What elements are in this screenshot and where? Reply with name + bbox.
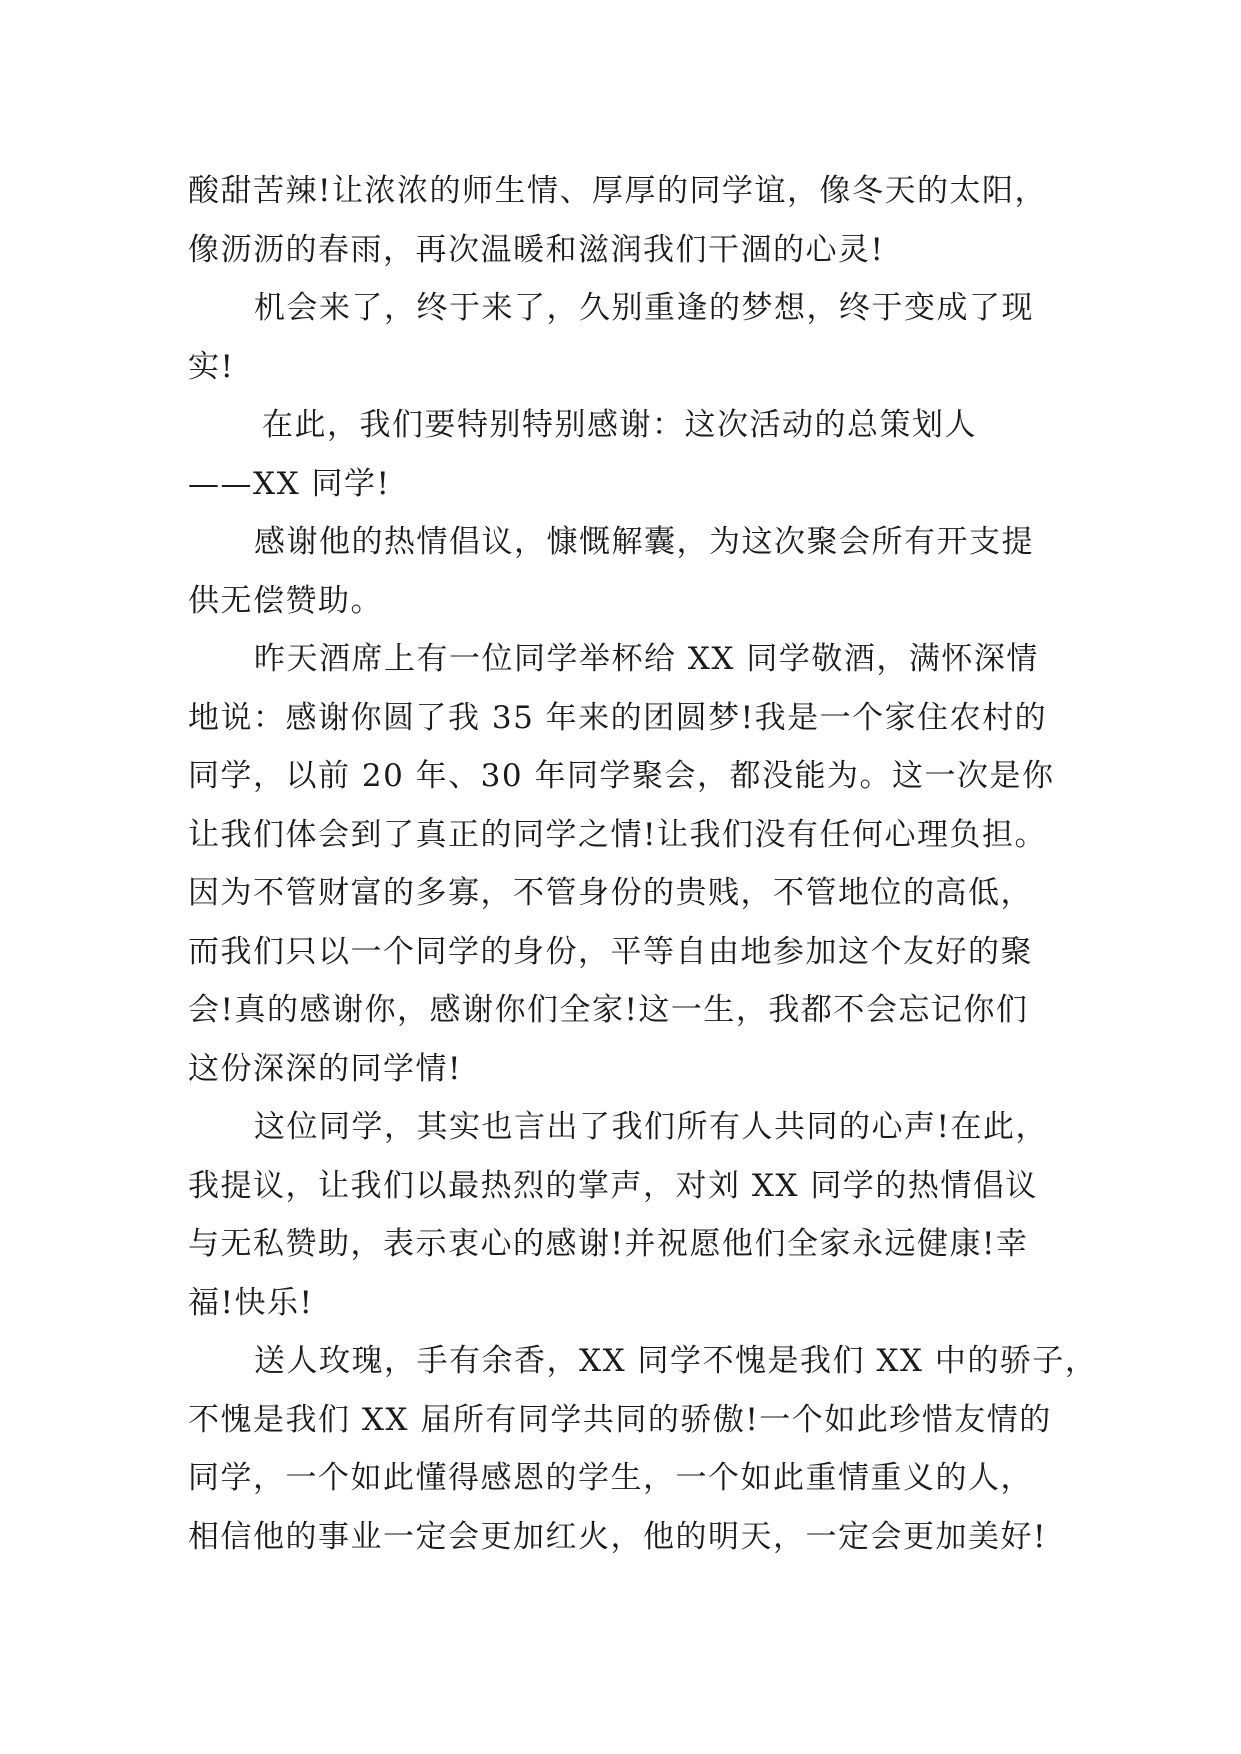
text-line: 同学，一个如此懂得感恩的学生，一个如此重情重义的人， — [188, 1460, 1033, 1496]
text-line: 因为不管财富的多寡，不管身份的贵贱，不管地位的高低， — [188, 875, 1033, 911]
text-line: 实! — [188, 348, 235, 385]
text-line: 不愧是我们 XX 届所有同学共同的骄傲!一个如此珍惜友情的 — [188, 1401, 1052, 1438]
paragraph-start-line: 在此，我们要特别特别感谢：这次活动的总策划人 — [262, 407, 977, 443]
text-line: ——XX 同学! — [188, 465, 391, 502]
paragraph-start-line: 感谢他的热情倡议，慷慨解囊，为这次聚会所有开支提 — [254, 524, 1034, 560]
paragraph-start-line: 这位同学，其实也言出了我们所有人共同的心声!在此， — [254, 1109, 1048, 1145]
text-line: 地说：感谢你圆了我 35 年来的团圆梦!我是一个家住农村的 — [188, 699, 1048, 736]
text-line: 这份深深的同学情! — [188, 1050, 462, 1087]
text-line: 会!真的感谢你，感谢你们全家!这一生，我都不会忘记你们 — [188, 992, 1029, 1028]
paragraph-start-line: 机会来了，终于来了，久别重逢的梦想，终于变成了现 — [254, 290, 1034, 326]
text-line: 酸甜苦辣!让浓浓的师生情、厚厚的同学谊，像冬天的太阳， — [188, 173, 1047, 209]
document-body — [188, 162, 1098, 1566]
text-line: 供无偿赞助。 — [188, 582, 383, 619]
text-line: 同学，以前 20 年、30 年同学聚会，都没能为。这一次是你 — [188, 758, 1055, 794]
text-line: 福!快乐! — [188, 1284, 314, 1321]
text-line: 像沥沥的春雨，再次温暖和滋润我们干涸的心灵! — [188, 231, 885, 268]
paragraph-start-line: 昨天酒席上有一位同学举杯给 XX 同学敬酒，满怀深情 — [254, 641, 1039, 677]
text-line: 而我们只以一个同学的身份，平等自由地参加这个友好的聚 — [188, 933, 1033, 970]
text-line: 与无私赞助，表示衷心的感谢!并祝愿他们全家永远健康!幸 — [188, 1226, 1029, 1262]
paragraph-start-line: 送人玫瑰，手有余香，XX 同学不愧是我们 XX 中的骄子， — [254, 1343, 1098, 1379]
text-line: 相信他的事业一定会更加红火，他的明天，一定会更加美好! — [188, 1518, 1047, 1555]
text-line: 我提议，让我们以最热烈的掌声，对刘 XX 同学的热情倡议 — [188, 1167, 1038, 1204]
text-line: 让我们体会到了真正的同学之情!让我们没有任何心理负担。 — [188, 816, 1047, 853]
